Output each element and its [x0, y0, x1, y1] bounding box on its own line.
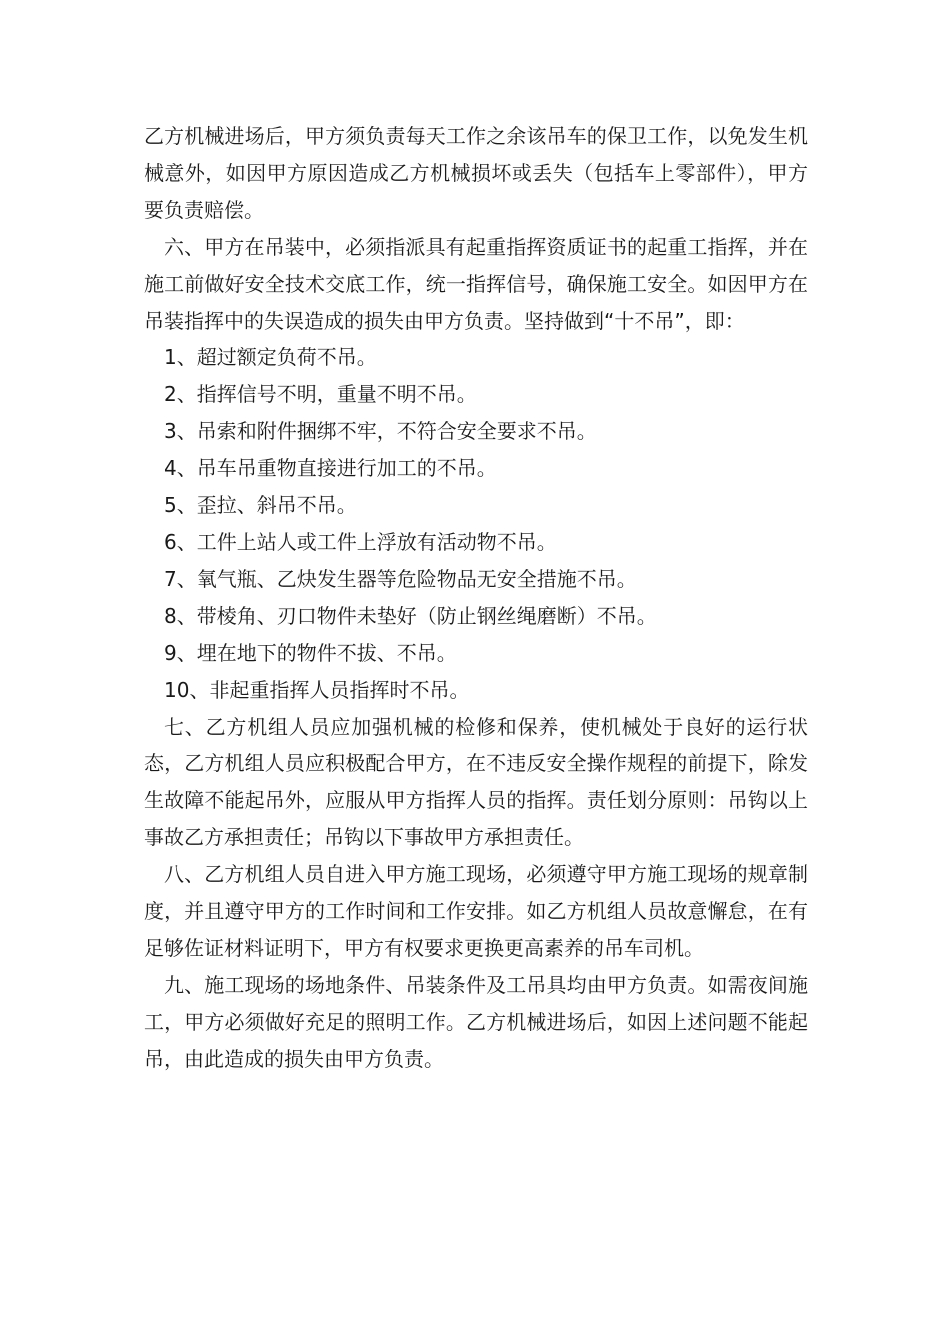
paragraph-nine: 九、施工现场的场地条件、吊装条件及工吊具均由甲方负责。如需夜间施工，甲方必须做好充足的照明工作。乙方机械进场后，如因上述问题不能起吊，由此造成的损失由甲方负责。: [144, 972, 808, 1071]
list-item: 5、歪拉、斜吊不吊。: [164, 493, 357, 518]
paragraph-security: 乙方机械进场后，甲方须负责每天工作之余该吊车的保卫工作，以免发生机械意外，如因甲方原因造成乙方机械损坏或丢失（包括车上零部件），甲方要负责赔偿。: [144, 124, 808, 222]
paragraph-eight: 八、乙方机组人员自进入甲方施工现场，必须遵守甲方施工现场的规章制度，并且遵守甲方的工作时间和工作安排。如乙方机组人员故意懈怠，在有足够佐证材料证明下，甲方有权要求更换更高素养的吊车司机。: [144, 862, 808, 960]
list-item: 2、指挥信号不明，重量不明不吊。: [164, 382, 477, 407]
document-body: [144, 118, 808, 1078]
list-item: 7、氧气瓶、乙炔发生器等危险物品无安全措施不吊。: [164, 566, 637, 591]
list-item: 3、吊索和附件捆绑不牢，不符合安全要求不吊。: [164, 419, 597, 444]
list-item: 10、非起重指挥人员指挥时不吊。: [164, 677, 470, 702]
list-item: 4、吊车吊重物直接进行加工的不吊。: [164, 456, 497, 481]
list-item: 6、工件上站人或工件上浮放有活动物不吊。: [164, 529, 557, 554]
paragraph-six: 六、甲方在吊装中，必须指派具有起重指挥资质证书的起重工指挥，并在施工前做好安全技术交底工作，统一指挥信号，确保施工安全。如因甲方在吊装指挥中的失误造成的损失由甲方负责。坚持做到“十不吊”，即：: [144, 234, 808, 333]
paragraph-seven: 七、乙方机组人员应加强机械的检修和保养，使机械处于良好的运行状态，乙方机组人员应积极配合甲方，在不违反安全操作规程的前提下，除发生故障不能起吊外，应服从甲方指挥人员的指挥。责任划分原则：吊钩以上事故乙方承担责任；吊钩以下事故甲方承担责任。: [144, 714, 808, 850]
list-item: 8、带棱角、刃口物件未垫好（防止钢丝绳磨断）不吊。: [164, 603, 657, 628]
list-item: 9、埋在地下的物件不拔、不吊。: [164, 640, 457, 665]
ten-no-lift-list: [144, 339, 808, 708]
list-item: 1、超过额定负荷不吊。: [164, 345, 377, 370]
